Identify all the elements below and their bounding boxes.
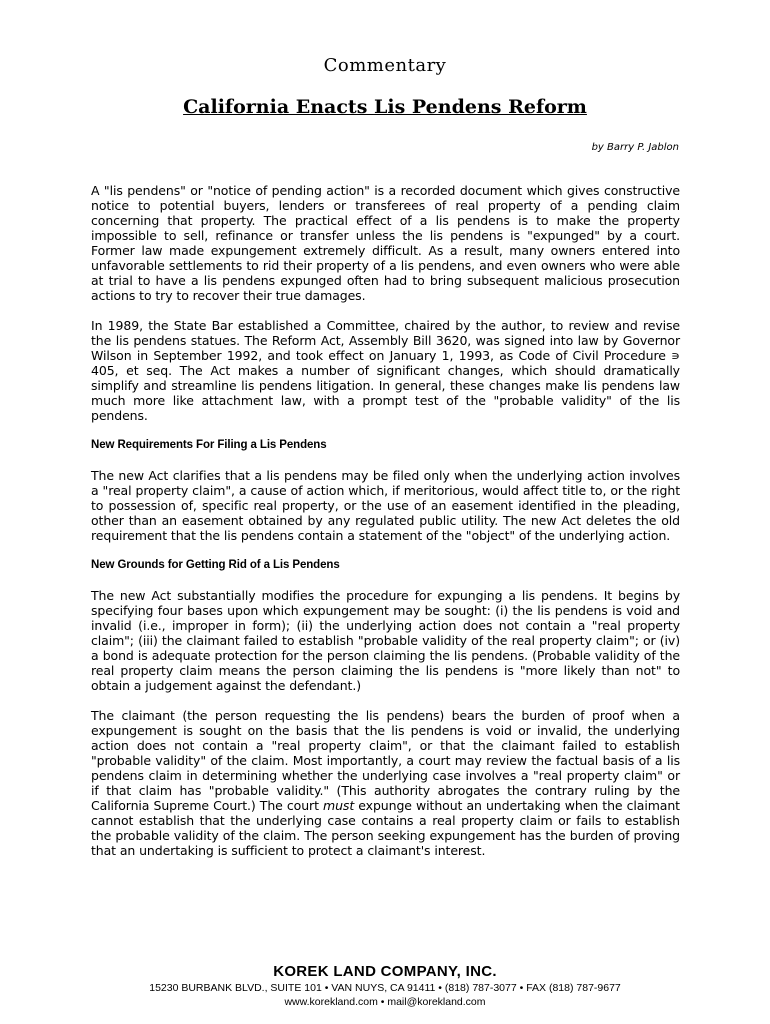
emphasis-must: must — [323, 798, 355, 813]
company-name: KOREK LAND COMPANY, INC. — [273, 963, 497, 980]
heading-filing-requirements: New Requirements For Filing a Lis Pendens — [91, 439, 327, 451]
company-web-contact: www.korekland.com • mail@korekland.com — [284, 996, 486, 1008]
paragraph-intro: A "lis pendens" or "notice of pending action" is a recorded document which gives constructive notice to potential buyers, lenders or transferees of real property of a pending claim concerning that property. The practical effect of a lis pendens is to make the property impossible to sell, refinance or transfer unless the lis pendens is "expunged" by a court. Former law made expungement extremely difficult. As a result, many owners entered into unfavorable settlements to rid their property of a lis pendens, and even owners who were able at trial to have a lis pendens expunged often had to bring subsequent malicious prosecution actions to try to recover their true damages. — [91, 183, 680, 303]
letterhead-footer — [0, 963, 770, 1009]
burden-text-start: The claimant (the person requesting the lis pendens) bears the burden of proof when a expungement is sought on the basis that the lis pendens is void or invalid, the underlying action does not contain a "real property claim", or that the claimant failed to establish "probable validity" of the claim. Most importantly, a court may review the factual basis of a lis pendens claim in determining whether the underlying case involves a "real property claim" or if that claim has "probable validity." (This authority abrogates the contrary ruling by the California Supreme Court.) The court — [91, 708, 680, 813]
article-body — [91, 183, 680, 873]
section-label: Commentary — [323, 55, 447, 76]
paragraph-filing: The new Act clarifies that a lis pendens may be filed only when the underlying action involves a "real property claim", a cause of action which, if meritorious, would affect title to, or the right to possession of, specific real property, or the use of an easement identified in the pleading, other than an easement obtained by any regulated public utility. The new Act deletes the old requirement that the lis pendens contain a statement of the "object" of the underlying action. — [91, 468, 680, 543]
article-title: California Enacts Lis Pendens Reform — [183, 96, 587, 118]
company-address: 15230 BURBANK BLVD., SUITE 101 • VAN NUYS, CA 91411 • (818) 787-3077 • FAX (818) 787-9677 — [149, 982, 621, 994]
burden-text-end: expunge without an undertaking when the claimant cannot establish that the underlying case contains a real property claim or fails to establish the probable validity of the claim. The person seeking expungement has the burden of proving that an undertaking is sufficient to protect a claimant's interest. — [91, 798, 680, 858]
paragraph-expungement: The new Act substantially modifies the procedure for expunging a lis pendens. It begins by specifying four bases upon which expungement may be sought: (i) the lis pendens is void and invalid (i.e., improper in form); (ii) the underlying action does not contain a "real property claim"; (iii) the claimant failed to establish "probable validity of the real property claim"; or (iv) a bond is adequate protection for the person claiming the lis pendens. (Probable validity of the real property claim means the person claiming the lis pendens is "more likely than not" to obtain a judgement against the defendant.) — [91, 588, 680, 693]
paragraph-history: In 1989, the State Bar established a Committee, chaired by the author, to review and revise the lis pendens statues. The Reform Act, Assembly Bill 3620, was signed into law by Governor Wilson in September 1992, and took effect on January 1, 1993, as Code of Civil Procedure ∍ 405, et seq. The Act makes a number of significant changes, which should dramatically simplify and streamline lis pendens litigation. In general, these changes make lis pendens law much more like attachment law, with a prompt test of the "probable validity" of the lis pendens. — [91, 318, 680, 423]
byline: by Barry P. Jablon — [591, 142, 679, 153]
paragraph-burden — [91, 708, 680, 858]
heading-expungement-grounds: New Grounds for Getting Rid of a Lis Pendens — [91, 559, 340, 571]
